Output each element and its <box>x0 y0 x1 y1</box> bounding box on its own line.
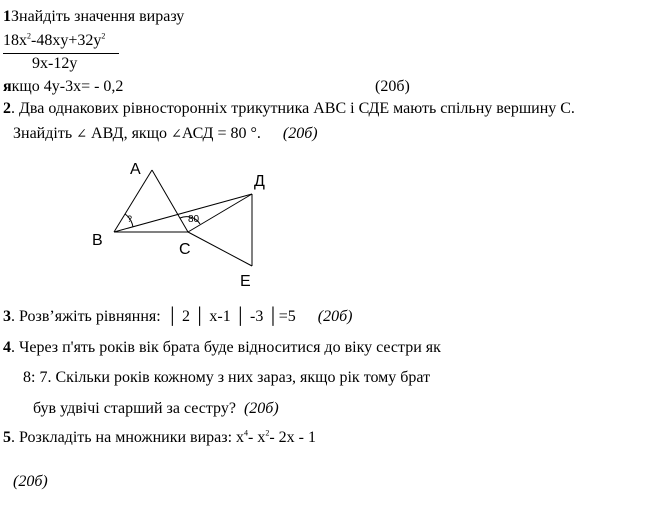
task2-find-label: Знайдіть <box>13 125 77 142</box>
segment-ac <box>152 170 188 232</box>
task2-given-angle: АСД = 80 °. <box>181 125 261 142</box>
triangles-figure <box>0 150 330 300</box>
task1-denominator: 9x-12y <box>32 55 78 72</box>
task1-title: Знайдіть значення виразу <box>11 8 185 25</box>
task3-statement: . Розв’яжіть рівняння: <box>11 308 161 325</box>
task4-line3 <box>33 401 279 417</box>
label-angle-80: 80 <box>188 214 200 225</box>
label-e: Е <box>240 273 251 290</box>
numerator-part-a: 18x <box>3 32 27 49</box>
condition-text: кщо 4y-3x= - 0,2 <box>11 78 124 95</box>
task4-number: 4 <box>3 339 11 356</box>
segment-cd <box>188 194 252 232</box>
task2-angle-text: АВД, якщо <box>87 125 172 142</box>
task1-heading <box>3 9 184 25</box>
task2-number: 2 <box>3 100 11 117</box>
task4-statement-3: був удвічі старший за сестру? <box>33 400 236 417</box>
task5-line <box>3 430 316 446</box>
task3-line <box>3 309 352 325</box>
task3-points: (20б) <box>317 308 353 325</box>
task2-points: (20б) <box>282 125 318 142</box>
segment-ce <box>188 232 252 266</box>
task5-term-2: - x <box>248 429 266 446</box>
task1-number: 1 <box>3 8 11 25</box>
task5-exponent-4: 4 <box>244 428 249 438</box>
segment-bd <box>114 194 252 232</box>
task2-line1 <box>3 101 575 117</box>
label-angle-unknown: ? <box>127 214 133 224</box>
task4-points: (20б) <box>243 400 279 417</box>
fraction-bar <box>3 53 119 54</box>
angle-symbol-icon: ∠ <box>171 126 182 141</box>
task2-statement: . Два однакових рівносторонніх трикутника АВС і СДЕ мають спільну вершину С. <box>11 100 575 117</box>
task4-statement-1: . Через п'ять років вік брата буде відноситися до віку сестри як <box>11 339 441 356</box>
task3-number: 3 <box>3 308 11 325</box>
label-d: Д <box>254 173 265 190</box>
task2-line2 <box>13 126 318 142</box>
task5-term-3: - 2x - 1 <box>269 429 316 446</box>
label-b: В <box>92 232 103 249</box>
task4-line1 <box>3 340 441 356</box>
condition-first-letter: я <box>3 78 12 95</box>
label-a: А <box>130 161 141 178</box>
task5-exponent-2: 2 <box>265 428 270 438</box>
task5-statement: . Розкладіть на множники вираз: x <box>11 429 245 446</box>
task3-equation: │ 2 │ x-1 │ -3 │=5 <box>166 308 296 325</box>
task1-points: (20б) <box>375 78 410 95</box>
numerator-exponent-2: 2 <box>101 31 106 41</box>
task5-points: (20б) <box>13 473 48 490</box>
task1-numerator <box>3 33 105 49</box>
numerator-exponent-1: 2 <box>27 31 31 41</box>
label-c: С <box>179 241 191 258</box>
task5-number: 5 <box>3 429 11 446</box>
angle-symbol-icon: ∠ <box>76 126 88 141</box>
numerator-part-b: -48xy+32y <box>31 32 102 49</box>
task4-line2: 8: 7. Скільки років кожному з них зараз, якщо рік тому брат <box>23 369 431 386</box>
task1-condition <box>3 79 123 95</box>
